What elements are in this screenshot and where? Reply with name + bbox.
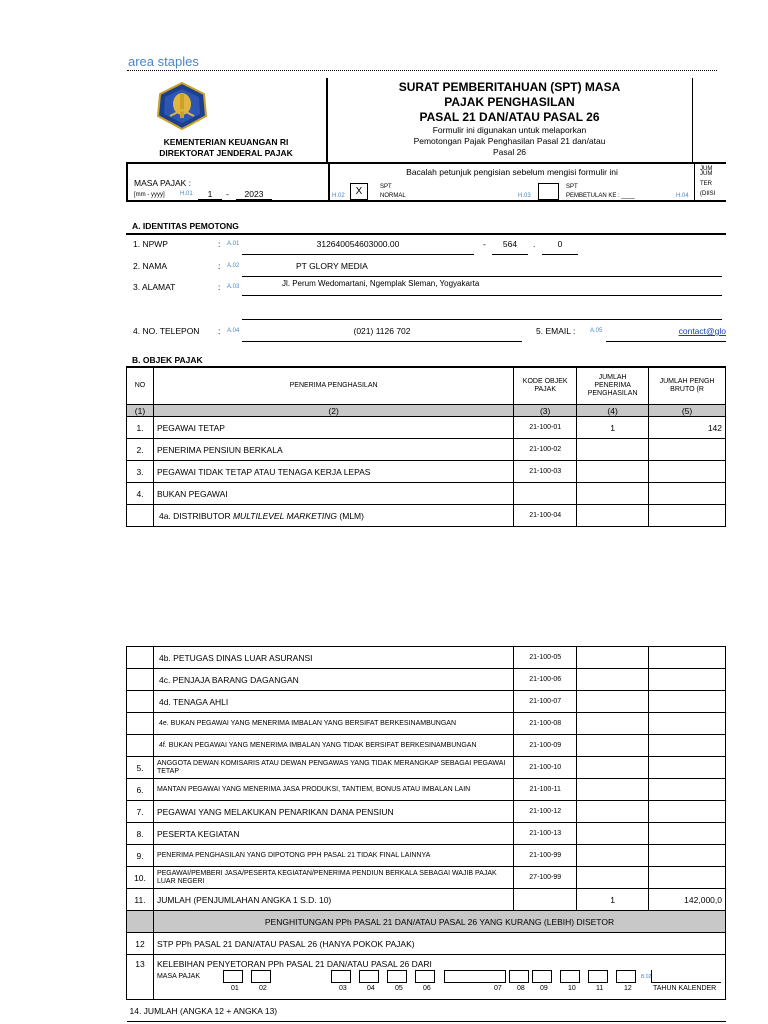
row-jumlah[interactable] <box>577 669 649 691</box>
row-kode: 21-100-11 <box>514 779 577 801</box>
row-4a-prefix: 4a. DISTRIBUTOR <box>158 510 233 521</box>
npwp-kpp-field[interactable]: 564 <box>492 239 528 255</box>
row-bruto[interactable] <box>649 691 726 713</box>
row-jumlah[interactable] <box>577 691 649 713</box>
row-jumlah[interactable] <box>577 757 649 779</box>
row-no <box>127 669 154 691</box>
row-no: 1. <box>127 417 154 439</box>
month-label: 09 <box>539 985 548 992</box>
row-kode: 21-100-01 <box>514 417 577 439</box>
row-bruto[interactable] <box>649 669 726 691</box>
row-label: ANGGOTA DEWAN KOMISARIS ATAU DEWAN PENGAWAS YANG TIDAK MERANGKAP SEBAGAI PEGAWAI TETAP <box>153 757 513 779</box>
row-label: PENERIMA PENGHASILAN YANG DIPOTONG PPH PASAL 21 TIDAK FINAL LAINNYA <box>153 845 513 867</box>
row-jumlah[interactable] <box>577 439 649 461</box>
row-no <box>127 735 154 757</box>
month-label: 03 <box>338 985 347 992</box>
table-row <box>127 823 726 845</box>
alamat-label: 3. ALAMAT <box>133 282 176 292</box>
col-jumlah-header: JUMLAH PENERIMA PENGHASILAN <box>577 367 649 405</box>
section-a-title: A. IDENTITAS PEMOTONG <box>132 221 239 231</box>
row-kode: 21-100-02 <box>514 439 577 461</box>
row-bruto[interactable] <box>649 647 726 669</box>
masa-dash: - <box>226 189 229 199</box>
total-jumlah[interactable]: 1 <box>577 889 649 911</box>
telepon-field[interactable]: (021) 1126 702 <box>242 326 522 342</box>
row-label: 4b. PETUGAS DINAS LUAR ASURANSI <box>153 647 513 669</box>
month-label: 10 <box>567 985 576 992</box>
masa-code: H.01 <box>180 191 193 197</box>
nama-field[interactable]: PT GLORY MEDIA <box>242 261 722 277</box>
npwp-cabang-field[interactable]: 0 <box>542 239 578 255</box>
month-label: 12 <box>623 985 632 992</box>
row-jumlah <box>577 483 649 505</box>
spt-normal-label1: SPT <box>380 184 392 190</box>
month-label: 01 <box>230 985 239 992</box>
month-box[interactable] <box>532 970 552 983</box>
ministry-emblem-icon <box>156 82 208 130</box>
row-bruto[interactable] <box>649 461 726 483</box>
form-subtitle <box>327 125 692 158</box>
row-kode: 21-100-13 <box>514 823 577 845</box>
row-bruto <box>649 483 726 505</box>
total-no: 11. <box>127 889 154 911</box>
month-box[interactable] <box>415 970 435 983</box>
row-label: PEGAWAI YANG MELAKUKAN PENARIKAN DANA PENSIUN <box>153 801 513 823</box>
row-bruto[interactable] <box>649 801 726 823</box>
row-kode: 21-100-08 <box>514 713 577 735</box>
alamat-colon: : <box>218 282 221 292</box>
row12-label: STP PPh PASAL 21 DAN/ATAU PASAL 26 (HANYA POKOK PAJAK) <box>153 933 725 955</box>
row-kode: 21-100-12 <box>514 801 577 823</box>
table-row <box>127 439 726 461</box>
row-kode: 21-100-06 <box>514 669 577 691</box>
row-kode: 21-100-03 <box>514 461 577 483</box>
spt-pembetulan-checkbox[interactable] <box>538 183 559 200</box>
masa-format: [mm - yyyy] <box>134 192 165 198</box>
row-label: 4f. BUKAN PEGAWAI YANG MENERIMA IMBALAN YANG TIDAK BERSIFAT BERKESINAMBUNGAN <box>153 735 513 757</box>
row-bruto[interactable] <box>649 779 726 801</box>
npwp-label: 1. NPWP <box>133 239 168 249</box>
row-label: 4e. BUKAN PEGAWAI YANG MENERIMA IMBALAN YANG BERSIFAT BERKESINAMBUNGAN <box>153 713 513 735</box>
month-label: 02 <box>258 985 267 992</box>
npwp-field[interactable]: 312640054603000.00 <box>242 239 474 255</box>
month-box[interactable] <box>387 970 407 983</box>
month-box[interactable] <box>359 970 379 983</box>
title-line1: SURAT PEMBERITAHUAN (SPT) MASA <box>398 80 621 94</box>
masa-year-field[interactable]: 2023 <box>236 189 272 200</box>
row-label-4a <box>153 505 513 527</box>
month-box[interactable] <box>223 970 243 983</box>
row-bruto[interactable] <box>649 823 726 845</box>
h02-code: H.02 <box>332 193 345 199</box>
table-row <box>127 461 726 483</box>
spt-pembetulan-label2: PEMBETULAN KE : ____ <box>566 193 635 199</box>
row-bruto[interactable] <box>649 735 726 757</box>
row-label: 4d. TENAGA AHLI <box>153 691 513 713</box>
spt-normal-label <box>380 183 406 201</box>
nama-code: A.02 <box>227 263 240 269</box>
table-row <box>127 867 726 889</box>
row-jumlah[interactable] <box>577 779 649 801</box>
spt-normal-checkbox[interactable]: X <box>350 183 368 200</box>
table-number-row <box>127 405 726 417</box>
table-row <box>127 483 726 505</box>
table-header-row <box>127 367 726 405</box>
header-right-divider <box>692 78 693 162</box>
row-jumlah[interactable] <box>577 461 649 483</box>
row-bruto[interactable] <box>649 867 726 889</box>
row-bruto[interactable] <box>649 439 726 461</box>
row-no: 5. <box>127 757 154 779</box>
masa-pajak-label: MASA PAJAK : <box>134 178 192 188</box>
right-cut-4: (DIISI <box>700 191 716 197</box>
row14-label: 14. JUMLAH (ANGKA 12 + ANGKA 13) <box>127 1000 726 1022</box>
row-no: 3. <box>127 461 154 483</box>
table-row <box>127 845 726 867</box>
row-kode: 21-100-05 <box>514 647 577 669</box>
row-kode: 21-100-99 <box>514 845 577 867</box>
col-kode-header: KODE OBJEK PAJAK <box>514 367 577 405</box>
spt-normal-label2: NORMAL <box>380 193 406 199</box>
row-14 <box>127 1000 726 1022</box>
row-jumlah[interactable] <box>577 845 649 867</box>
right-cut-3: TER <box>700 181 712 187</box>
row-jumlah[interactable] <box>577 867 649 889</box>
ministry-line1: KEMENTERIAN KEUANGAN RI <box>163 137 289 147</box>
total-bruto[interactable]: 142,000,0 <box>649 889 726 911</box>
month-box[interactable] <box>616 970 636 983</box>
table-row <box>127 691 726 713</box>
row-no: 7. <box>127 801 154 823</box>
npwp-code: A.01 <box>227 241 240 247</box>
num-2: (2) <box>153 405 513 417</box>
masa-calendar <box>157 969 722 995</box>
month-label: 07 <box>493 985 502 992</box>
total-label: JUMLAH (PENJUMLAHAN ANGKA 1 S.D. 10) <box>153 889 513 911</box>
right-cut-2: JUM <box>700 171 713 177</box>
row-label: PEGAWAI TETAP <box>153 417 513 439</box>
table-row <box>127 417 726 439</box>
alamat-code: A.03 <box>227 284 240 290</box>
month-box[interactable] <box>560 970 580 983</box>
total-row <box>127 889 726 911</box>
row-bruto[interactable] <box>649 845 726 867</box>
calc-header-row <box>127 911 726 933</box>
title-line2: PAJAK PENGHASILAN <box>444 95 575 109</box>
row13-cell <box>153 955 725 1000</box>
num-4: (4) <box>577 405 649 417</box>
table-row <box>127 647 726 669</box>
table-row <box>127 505 726 527</box>
row-no <box>127 505 154 527</box>
row-kode: 27-100-99 <box>514 867 577 889</box>
table-row <box>127 669 726 691</box>
right-cut-block <box>700 169 715 199</box>
num-5: (5) <box>649 405 726 417</box>
row-no <box>127 691 154 713</box>
row-kode: 21-100-04 <box>514 505 577 527</box>
row-4a-suffix: (MLM) <box>337 510 364 521</box>
num-1: (1) <box>127 405 154 417</box>
row-bruto[interactable] <box>649 757 726 779</box>
telepon-label: 4. NO. TELEPON <box>133 326 200 336</box>
row-kode <box>514 483 577 505</box>
row-kode: 21-100-07 <box>514 691 577 713</box>
row-bruto[interactable] <box>649 505 726 527</box>
row-jumlah[interactable]: 1 <box>577 417 649 439</box>
masa-month-field[interactable]: 1 <box>198 189 222 200</box>
row-no <box>127 713 154 735</box>
subtitle-line3: Pasal 26 <box>492 147 527 157</box>
instruction-text: Bacalah petunjuk pengisian sebelum mengisi formulir ini <box>406 167 618 177</box>
month-box[interactable] <box>509 970 529 983</box>
col-penerima-header: PENERIMA PENGHASILAN <box>153 367 513 405</box>
month-label: 11 <box>595 985 604 992</box>
col-no-header: NO <box>127 367 154 405</box>
row-13 <box>127 955 726 1000</box>
email-label: 5. EMAIL : <box>536 326 576 336</box>
section-a-rule <box>126 233 726 235</box>
month-box[interactable] <box>251 970 271 983</box>
row-no: 2. <box>127 439 154 461</box>
objek-pajak-table-bottom <box>126 646 726 1022</box>
month-label: 05 <box>394 985 403 992</box>
ministry-block <box>126 78 326 162</box>
row-no: 6. <box>127 779 154 801</box>
masa-pajak-small-label: MASA PAJAK <box>156 973 201 980</box>
telepon-colon: : <box>218 326 221 336</box>
row-4a-italic: MULTILEVEL MARKETING <box>232 510 338 521</box>
num-3: (3) <box>514 405 577 417</box>
month-box[interactable] <box>331 970 351 983</box>
section-b-title: B. OBJEK PAJAK <box>132 355 203 365</box>
tahun-label: TAHUN KALENDER <box>652 985 717 992</box>
h04-code: H.04 <box>676 193 689 199</box>
row-12 <box>127 933 726 955</box>
row-jumlah[interactable] <box>577 801 649 823</box>
row-no <box>127 647 154 669</box>
npwp-dot: . <box>533 239 536 249</box>
area-staples-label: area staples <box>128 54 199 69</box>
row-no: 4. <box>127 483 154 505</box>
alamat-field[interactable]: Jl. Perum Wedomartani, Ngemplak Sleman, Yogyakarta <box>242 279 722 296</box>
row-label: PEGAWAI TIDAK TETAP ATAU TENAGA KERJA LEPAS <box>153 461 513 483</box>
table-row <box>127 779 726 801</box>
npwp-colon: : <box>218 239 221 249</box>
npwp-dash: - <box>483 239 486 249</box>
nama-label: 2. NAMA <box>133 261 168 271</box>
month-box[interactable] <box>588 970 608 983</box>
table-row <box>127 713 726 735</box>
tahun-box[interactable] <box>651 970 721 983</box>
month-label: 08 <box>516 985 525 992</box>
spt-pembetulan-label1: SPT <box>566 184 578 190</box>
total-kode <box>514 889 577 911</box>
row-jumlah[interactable] <box>577 735 649 757</box>
masa-right-divider <box>694 164 695 202</box>
row-no: 10. <box>127 867 154 889</box>
alamat-field-line2[interactable] <box>242 307 722 320</box>
row-label: PENERIMA PENSIUN BERKALA <box>153 439 513 461</box>
row13-no: 13 <box>127 955 154 1000</box>
h03-code: H.03 <box>518 193 531 199</box>
row-jumlah[interactable] <box>577 713 649 735</box>
staple-dotted-line <box>127 70 717 71</box>
nama-colon: : <box>218 261 221 271</box>
ministry-name <box>126 137 326 159</box>
row13-code: B.02 <box>640 974 652 980</box>
row-jumlah[interactable] <box>577 505 649 527</box>
row13-label: KELEBIHAN PENYETORAN PPh PASAL 21 DAN/ATAU PASAL 26 DARI <box>156 959 432 969</box>
month-label: 04 <box>366 985 375 992</box>
row-no: 8. <box>127 823 154 845</box>
row-kode: 21-100-10 <box>514 757 577 779</box>
form-title <box>327 80 692 125</box>
ministry-line2: DIREKTORAT JENDERAL PAJAK <box>159 148 293 158</box>
table-row <box>127 757 726 779</box>
email-field[interactable]: contact@glo <box>606 326 726 342</box>
email-code: A.05 <box>590 328 603 334</box>
spt-pembetulan-label <box>566 183 635 201</box>
objek-pajak-table-top <box>126 366 726 527</box>
row12-no: 12 <box>127 933 154 955</box>
title-line3: PASAL 21 DAN/ATAU PASAL 26 <box>419 110 600 124</box>
row-label: MANTAN PEGAWAI YANG MENERIMA JASA PRODUKSI, TANTIEM, BONUS ATAU IMBALAN LAIN <box>153 779 513 801</box>
row-label: PESERTA KEGIATAN <box>153 823 513 845</box>
row-bruto[interactable] <box>649 713 726 735</box>
row-label: PEGAWAI/PEMBERI JASA/PESERTA KEGIATAN/PENERIMA PENDIUN BERKALA SEBAGAI WAJIB PAJAK LUAR NEGERI <box>153 867 513 889</box>
table-row <box>127 801 726 823</box>
subtitle-line2: Pemotongan Pajak Penghasilan Pasal 21 dan/atau <box>413 136 606 146</box>
right-cut-1: JUM <box>700 166 713 172</box>
month-box[interactable] <box>444 970 506 983</box>
row-bruto[interactable]: 142 <box>649 417 726 439</box>
table-row <box>127 735 726 757</box>
month-label: 06 <box>422 985 431 992</box>
row-label: 4c. PENJAJA BARANG DAGANGAN <box>153 669 513 691</box>
subtitle-line1: Formulir ini digunakan untuk melaporkan <box>432 125 587 135</box>
row-no: 9. <box>127 845 154 867</box>
row-label: BUKAN PEGAWAI <box>153 483 513 505</box>
calc-header: PENGHITUNGAN PPh PASAL 21 DAN/ATAU PASAL 26 YANG KURANG (LEBIH) DISETOR <box>153 911 725 933</box>
row-kode: 21-100-09 <box>514 735 577 757</box>
row-jumlah[interactable] <box>577 647 649 669</box>
col-bruto-header: JUMLAH PENGH BRUTO (R <box>649 367 726 405</box>
telepon-code: A.04 <box>227 328 240 334</box>
masa-pajak-box <box>126 162 726 202</box>
row-jumlah[interactable] <box>577 823 649 845</box>
